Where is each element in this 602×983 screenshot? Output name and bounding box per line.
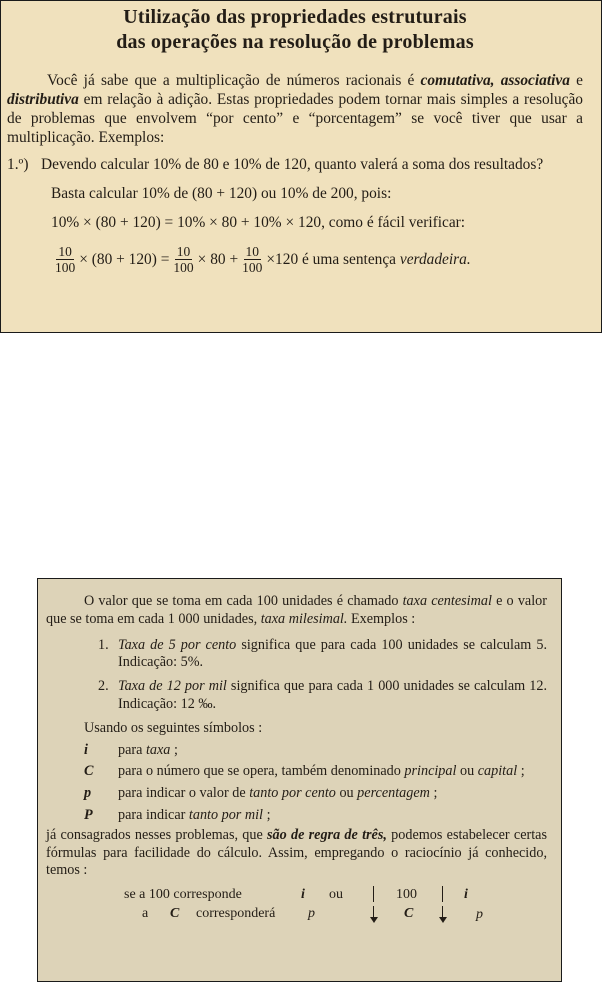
rule-100: 100 <box>396 887 417 903</box>
title-line-1: Utilização das propriedades estruturais <box>123 6 467 28</box>
rule-of-three-layout <box>46 884 547 928</box>
basta-line: Basta calcular 10% de (80 + 120) ou 10% de 200, pois: <box>51 185 392 202</box>
term-verdadeira: verdadeira. <box>399 251 471 268</box>
fraction-eq-part-2: × 80 + <box>197 251 239 268</box>
rate-example-1 <box>98 637 547 673</box>
term-taxa-centesimal: taxa centesimal <box>402 593 492 609</box>
example-1 <box>7 155 583 174</box>
rates-text-c: Exemplos : <box>347 610 416 627</box>
rates-paragraph <box>46 593 547 629</box>
rule-ou: ou <box>329 887 343 903</box>
textbook-scan-rates <box>37 578 562 982</box>
rate-example-2-text: Taxa de 12 por mil significa que para cada 1 000 unidades se calculam 12. Indicação: 12 ‰. <box>118 678 547 712</box>
example-1-question: Devendo calcular 10% de 80 e 10% de 120, quanto valerá a soma dos resultados? <box>41 156 544 173</box>
rule-arrow-down-icon-2 <box>442 906 443 919</box>
fraction-equation <box>7 244 583 275</box>
rule-p-2: p <box>476 907 483 923</box>
term-associativa: associativa <box>500 72 570 89</box>
rule-C-2: C <box>404 906 414 922</box>
symbol-P: P para indicar tanto por mil ; <box>84 806 271 823</box>
rule-arrow-down-icon-1 <box>373 906 374 919</box>
symbols-intro: Usando os seguintes símbolos : <box>84 719 263 736</box>
rule-se-a-100: se a 100 corresponde <box>124 887 242 903</box>
rule-i-2: i <box>464 887 468 903</box>
rule-i-1: i <box>301 887 305 903</box>
symbol-i: i para taxa ; <box>84 741 178 758</box>
intro-text-a: Você já sabe que a multiplicação de números racionais é <box>47 72 421 89</box>
fraction-eq-tail: é uma sentença <box>298 251 400 268</box>
rule-divider-1 <box>373 886 374 902</box>
intro-paragraph <box>7 71 583 147</box>
term-comutativa: comutativa, <box>420 72 495 89</box>
rule-p-1: p <box>308 906 315 922</box>
intro-text-e: e <box>569 72 583 89</box>
fraction-eq-part-3: ×120 <box>266 251 299 268</box>
formulas-paragraph: já consagrados nesses problemas, que são de regra de três, podemos estabelecer certas fórmulas para facilidade do cálculo. Assim, empregando o raciocínio já conhecido, temos : <box>46 826 547 879</box>
rate-example-2-number: 2. <box>98 678 109 695</box>
rule-divider-2 <box>442 886 443 902</box>
symbols-list <box>46 742 547 825</box>
rates-text-a: O valor que se toma em cada 100 unidades é chamado <box>84 593 403 609</box>
symbol-p: p para indicar o valor de tanto por cento ou percentagem ; <box>84 785 438 802</box>
fraction-10-100-a: $\frac{10}{100}$ <box>55 244 76 275</box>
term-regra-de-tres: são de regra de três, <box>267 826 387 843</box>
rule-a: a <box>142 906 149 922</box>
symbol-C: C para o número que se opera, também denominado principal ou capital ; <box>84 763 525 780</box>
fraction-10-100-b: $\frac{10}{100}$ <box>173 244 194 275</box>
title-line-2: das operações na resolução de problemas <box>116 31 474 53</box>
example-1-number: 1.º) <box>7 156 29 173</box>
rate-example-2 <box>98 678 547 714</box>
rule-correspondera: corresponderá <box>196 906 276 922</box>
textbook-scan-percent-properties <box>0 0 602 333</box>
fraction-eq-part-1: × (80 + 120) = <box>79 251 170 268</box>
section-title <box>7 5 583 55</box>
intro-text-b: em relação à adição. Estas propriedades podem tornar mais simples a resolução de problemas que envolvem “por cento” e “porcentagem” se você tiver que usar a multiplicação. Exemplos: <box>7 91 583 146</box>
rate-example-1-number: 1. <box>98 636 109 653</box>
rate-example-1-text: Taxa de 5 por cento significa que para cada 100 unidades se calculam 5. Indicação: 5%. <box>118 636 547 671</box>
rule-C-1: C <box>170 906 180 922</box>
equation-line: 10% × (80 + 120) = 10% × 80 + 10% × 120, como é fácil verificar: <box>51 214 466 231</box>
rate-examples <box>46 637 547 714</box>
fraction-10-100-c: $\frac{10}{100}$ <box>242 244 263 275</box>
term-distributiva: distributiva <box>7 91 79 108</box>
term-taxa-milesimal: taxa milesimal. <box>260 610 348 627</box>
rates-text-b: e o valor que se toma em cada 1 000 unidades, <box>46 593 547 627</box>
